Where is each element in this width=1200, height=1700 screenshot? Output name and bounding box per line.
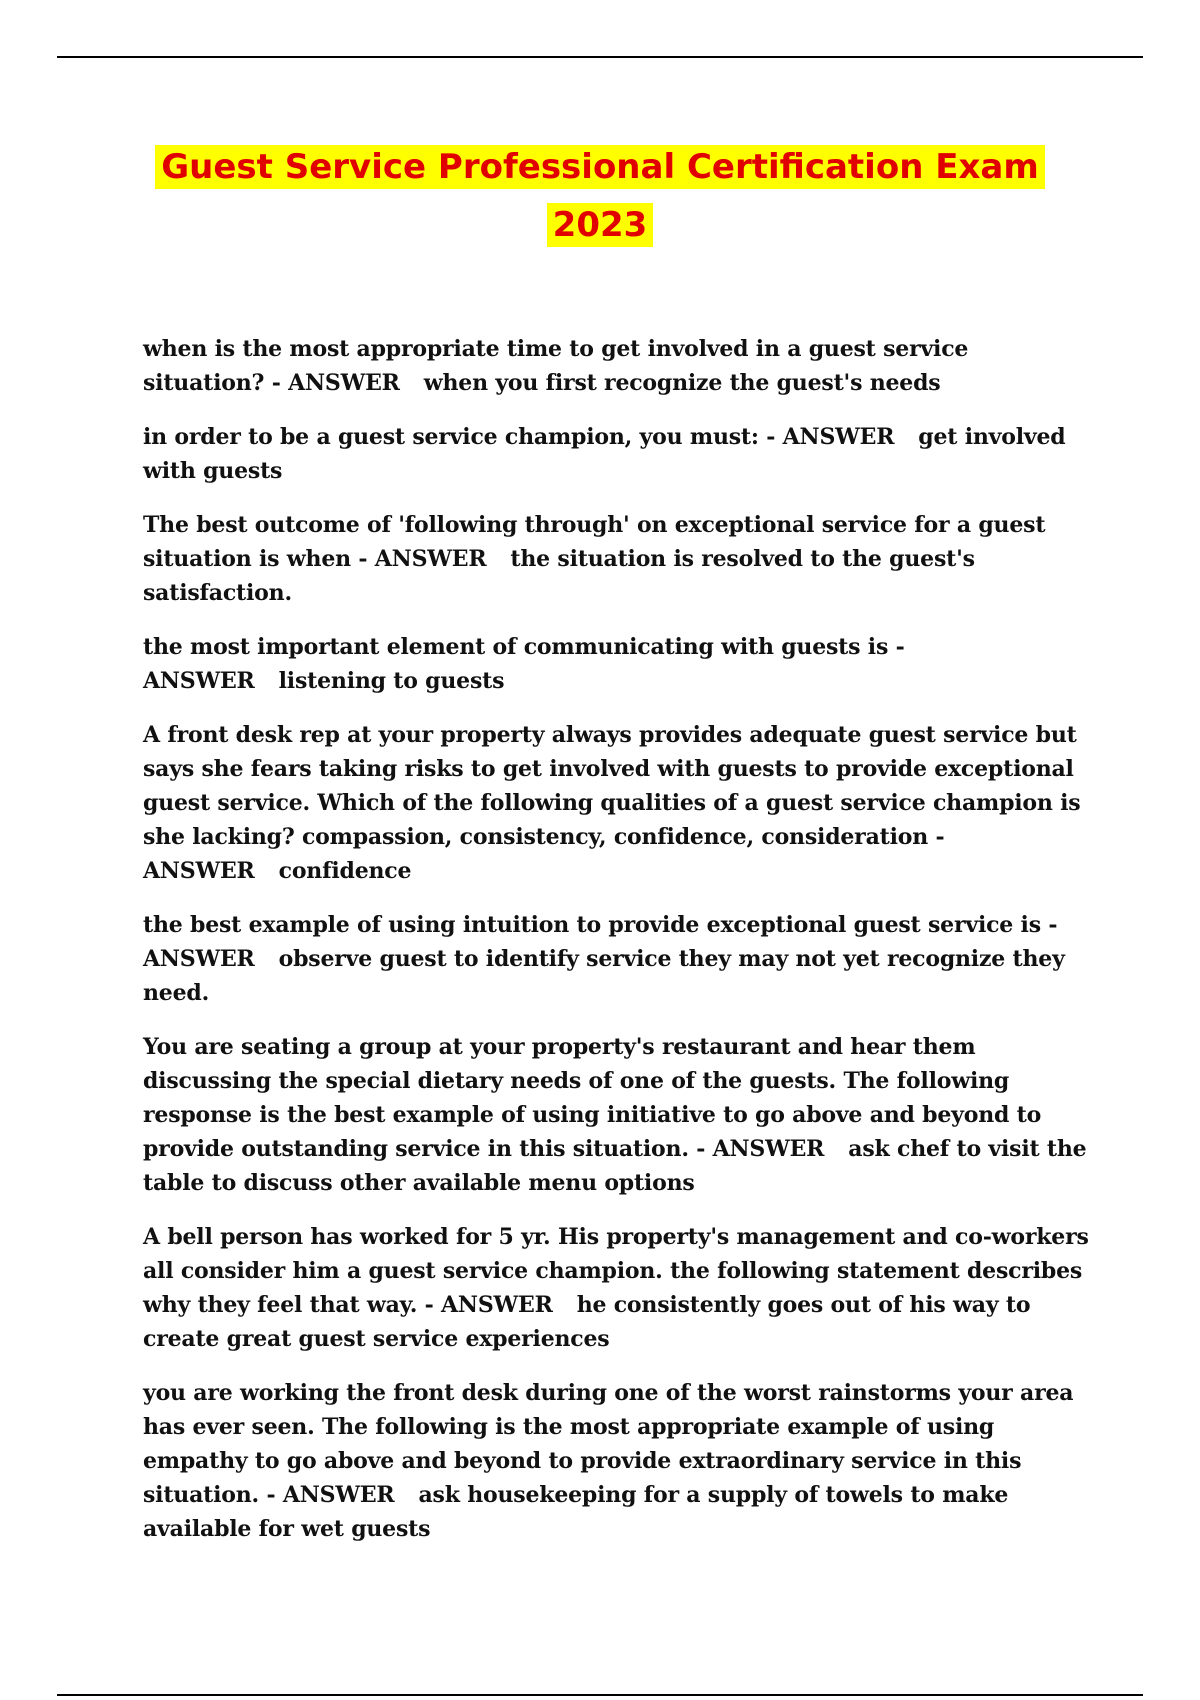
question-text: you are working the front desk during one of the worst rainstorms your area has ever seen. The following is the most appropriate example of using empathy to go above and beyond to provide extraordinary service in this situation.: [143, 1380, 1074, 1508]
qa-item: [143, 718, 1093, 888]
bottom-rule: [57, 1694, 1143, 1696]
answer-text: listening to guests: [278, 668, 505, 694]
qa-list: [143, 332, 1093, 1566]
qa-item: [143, 420, 1093, 488]
question-text: in order to be a guest service champion, you must:: [143, 424, 759, 450]
answer-text: ask chef to visit the table to discuss other available menu options: [143, 1136, 1087, 1196]
title-line-1: Guest Service Professional Certification Exam: [155, 145, 1045, 189]
top-rule: [57, 56, 1143, 58]
question-text: the best example of using intuition to provide exceptional guest service is: [143, 912, 1041, 938]
answer-text: the situation is resolved to the guest's satisfaction.: [143, 546, 975, 606]
title-line-2: 2023: [547, 203, 654, 247]
qa-item: [143, 908, 1093, 1010]
question-text: The best outcome of 'following through' on exceptional service for a guest situation is when: [143, 512, 1046, 572]
answer-text: observe guest to identify service they may not yet recognize they need.: [143, 946, 1065, 1006]
answer-separator: - ANSWER: [143, 634, 905, 694]
qa-item: [143, 508, 1093, 610]
qa-item: [143, 332, 1093, 400]
answer-separator: - ANSWER: [758, 424, 895, 450]
answer-text: get involved with guests: [143, 424, 1066, 484]
answer-text: when you first recognize the guest's needs: [423, 370, 941, 396]
answer-text: confidence: [278, 858, 412, 884]
question-text: You are seating a group at your property's restaurant and hear them discussing the special dietary needs of one of the guests. The following response is the best example of using initiative to go above and beyond to provide outstanding service in this situation.: [143, 1034, 1042, 1162]
answer-separator: - ANSWER: [143, 824, 945, 884]
question-text: the most important element of communicating with guests is: [143, 634, 889, 660]
question-text: A front desk rep at your property always provides adequate guest service but says she fears taking risks to get involved with guests to provide exceptional guest service. Which of the following qualities of a guest service champion is she lacking? compassion, consistency, confidence, consideration: [143, 722, 1081, 850]
qa-item: [143, 630, 1093, 698]
answer-text: ask housekeeping for a supply of towels to make available for wet guests: [143, 1482, 1009, 1542]
answer-text: he consistently goes out of his way to create great guest service experiences: [143, 1292, 1031, 1352]
answer-separator: - ANSWER: [417, 1292, 553, 1318]
answer-separator: - ANSWER: [688, 1136, 825, 1162]
qa-item: [143, 1220, 1093, 1356]
qa-item: [143, 1376, 1093, 1546]
document-title: [100, 138, 1100, 254]
answer-separator: - ANSWER: [143, 912, 1058, 972]
answer-separator: - ANSWER: [259, 1482, 395, 1508]
question-text: when is the most appropriate time to get involved in a guest service situation?: [143, 336, 969, 396]
question-text: A bell person has worked for 5 yr. His property's management and co-workers all consider him a guest service champion. the following statement describes why they feel that way.: [143, 1224, 1089, 1318]
answer-separator: - ANSWER: [264, 370, 400, 396]
answer-separator: - ANSWER: [350, 546, 487, 572]
qa-item: [143, 1030, 1093, 1200]
